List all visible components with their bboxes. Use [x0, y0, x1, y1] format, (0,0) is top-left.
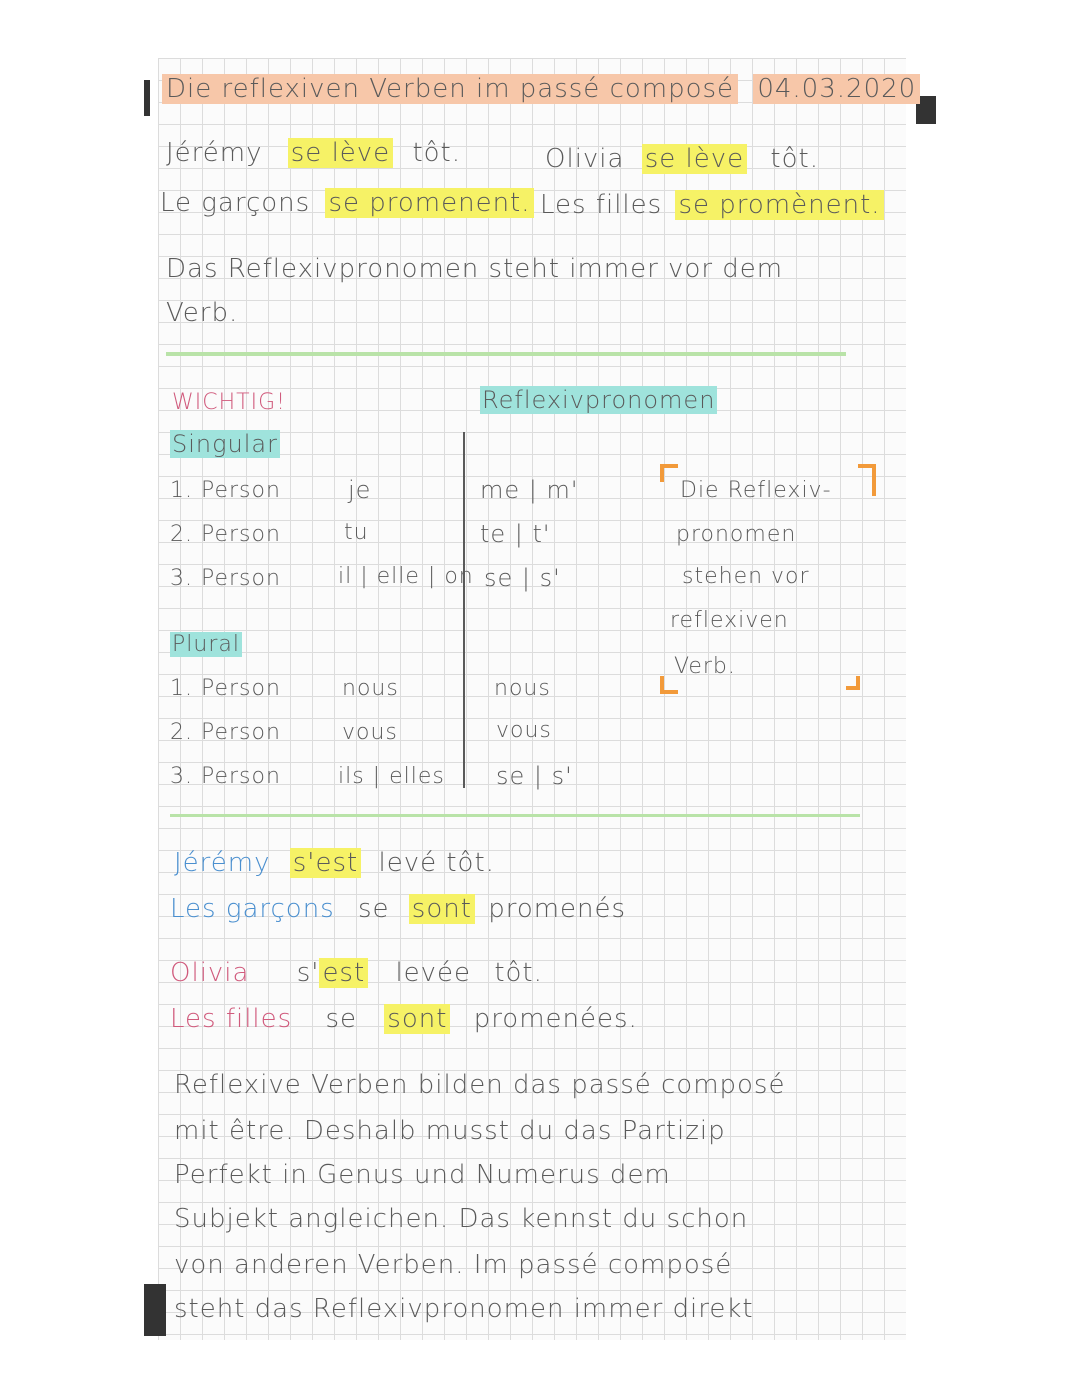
plural-reflexive-3: se | s': [496, 762, 573, 790]
note-line-5: Verb.: [674, 654, 736, 679]
rule2-line-2: mit être. Deshalb musst du das Partizip: [174, 1116, 726, 1146]
rule2-line-4: Subjekt angleichen. Das kennst du schon: [174, 1204, 749, 1234]
singular-reflexive-2: te | t': [480, 520, 551, 548]
rule2-line-5: von anderen Verben. Im passé composé: [174, 1250, 733, 1280]
rule1-line1: Das Reflexivpronomen steht immer vor dem: [166, 254, 784, 284]
plural-reflexive-2: vous: [496, 718, 552, 743]
left-edge-mark: [144, 80, 150, 116]
note-line-1: Die Reflexiv-: [680, 478, 832, 503]
divider-top: [166, 352, 846, 356]
page-title: Die reflexiven Verben im passé composé: [162, 74, 738, 104]
plural-pronoun-3: ils | elles: [338, 764, 445, 789]
plural-person-2: 2. Person: [170, 720, 281, 745]
example-past-m1: Jérémy s'est levé tôt.: [174, 848, 495, 878]
table-divider: [463, 432, 465, 788]
example-present-1: Jérémy se lève tôt.: [166, 138, 462, 168]
singular-person-2: 2. Person: [170, 522, 281, 547]
reflexivpronomen-header: Reflexivpronomen: [482, 386, 716, 414]
plural-label: Plural: [172, 632, 240, 657]
plural-reflexive-1: nous: [494, 676, 551, 701]
rule1-line2: Verb.: [166, 298, 239, 328]
example-past-f2: Les filles se sont promenées.: [170, 1004, 638, 1034]
singular-label: Singular: [172, 430, 278, 458]
note-bracket-top-right: [858, 464, 876, 496]
rule2-line-6: steht das Reflexivpronomen immer direkt: [174, 1294, 754, 1324]
singular-person-1: 1. Person: [170, 478, 281, 503]
singular-reflexive-1: me | m': [480, 476, 579, 504]
example-present-2: Olivia se lève tôt.: [545, 144, 819, 174]
example-past-m2: Les garçons se sont promenés: [170, 894, 627, 924]
divider-bottom: [170, 814, 860, 817]
rule2-line-3: Perfekt in Genus und Numerus dem: [174, 1160, 671, 1190]
example-present-3: Le garçons se promenent.: [160, 190, 534, 216]
singular-pronoun-3: il | elle | on: [338, 564, 474, 589]
rule2-line-1: Reflexive Verben bilden das passé composé: [174, 1070, 786, 1100]
bottom-left-edge-mark: [144, 1284, 166, 1336]
plural-pronoun-2: vous: [342, 720, 398, 745]
singular-person-3: 3. Person: [170, 566, 281, 591]
note-bracket-bottom-right: [846, 676, 860, 690]
note-line-4: reflexiven: [670, 608, 789, 633]
plural-person-1: 1. Person: [170, 676, 281, 701]
plural-person-3: 3. Person: [170, 764, 281, 789]
note-line-3: stehen vor: [682, 564, 810, 589]
page-title-line: [162, 76, 920, 102]
page-date: 04.03.2020: [753, 74, 920, 104]
note-bracket-top-left: [660, 464, 678, 482]
example-past-f1: Olivia s' est levée tôt.: [170, 958, 543, 988]
singular-reflexive-3: se | s': [484, 564, 561, 592]
example-present-4: Les filles se promènent.: [540, 192, 884, 218]
singular-pronoun-2: tu: [344, 520, 369, 545]
singular-pronoun-1: je: [348, 476, 372, 504]
plural-pronoun-1: nous: [342, 676, 399, 701]
note-line-2: pronomen: [676, 522, 797, 547]
wichtig-label: WICHTIG!: [172, 390, 286, 415]
